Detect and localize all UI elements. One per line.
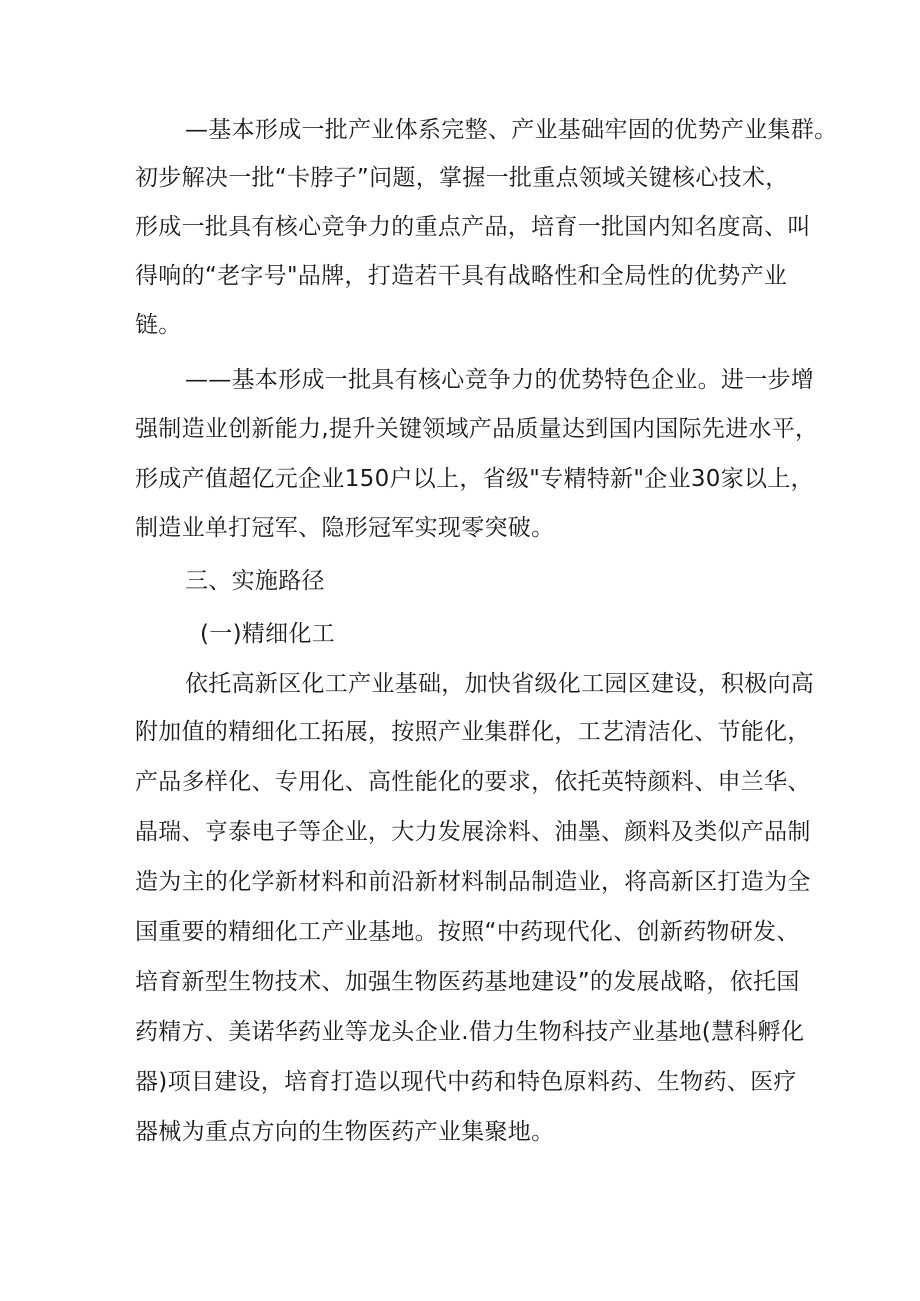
text-line: 国重要的精细化工产业基地。按照“中药现代化、创新药物研发、 [135,919,800,945]
text-line: 晶瑞、亨泰电子等企业，大力发展涂料、油墨、颜料及类似产品制 [135,819,811,845]
text-line: 器械为重点方向的生物医药产业集聚地。 [135,1119,555,1145]
text-line: 培育新型生物技术、加强生物医药基地建设”的发展战略，依托国 [135,969,800,995]
text-line: 产品多样化、专用化、高性能化的要求，依托英特颜料、申兰华、 [135,769,811,795]
text-line: 器)项目建设，培育打造以现代中药和特色原料药、生物药、医疗 [135,1069,797,1095]
text-line: —基本形成一批产业体系完整、产业基础牢固的优势产业集群。 [185,117,838,143]
text-line: ——基本形成一批具有核心竞争力的优势特色企业。进一步增 [185,367,815,393]
text-line: 造为主的化学新材料和前沿新材料制品制造业，将高新区打造为全 [135,869,811,895]
text-line: 强制造业创新能力,提升关键领域产品质量达到国内国际先进水平， [135,416,819,442]
section-heading: 三、实施路径 [185,568,325,594]
text-line: 初步解决一批“卡脖子”问题，掌握一批重点领域关键核心技术， [135,165,789,191]
text-line: 链。 [135,312,182,338]
text-line: 依托高新区化工产业基础，加快省级化工园区建设，积极向高 [185,671,815,697]
text-line: 药精方、美诺华药业等龙头企业.借力生物科技产业基地(慧科孵化 [135,1019,805,1045]
text-line: 形成一批具有核心竞争力的重点产品，培育一批国内知名度高、叫 [135,214,811,240]
subsection-heading: (一)精细化工 [200,621,336,647]
text-line: 形成产值超亿元企业150户以上，省级"专精特新"企业30家以上， [135,466,814,492]
text-line: 得响的“老字号"品牌，打造若干具有战略性和全局性的优势产业 [135,263,788,289]
text-line: 制造业单打冠军、隐形冠军实现零突破。 [135,515,555,541]
text-line: 附加值的精细化工拓展，按照产业集群化，工艺清洁化、节能化， [135,719,811,745]
